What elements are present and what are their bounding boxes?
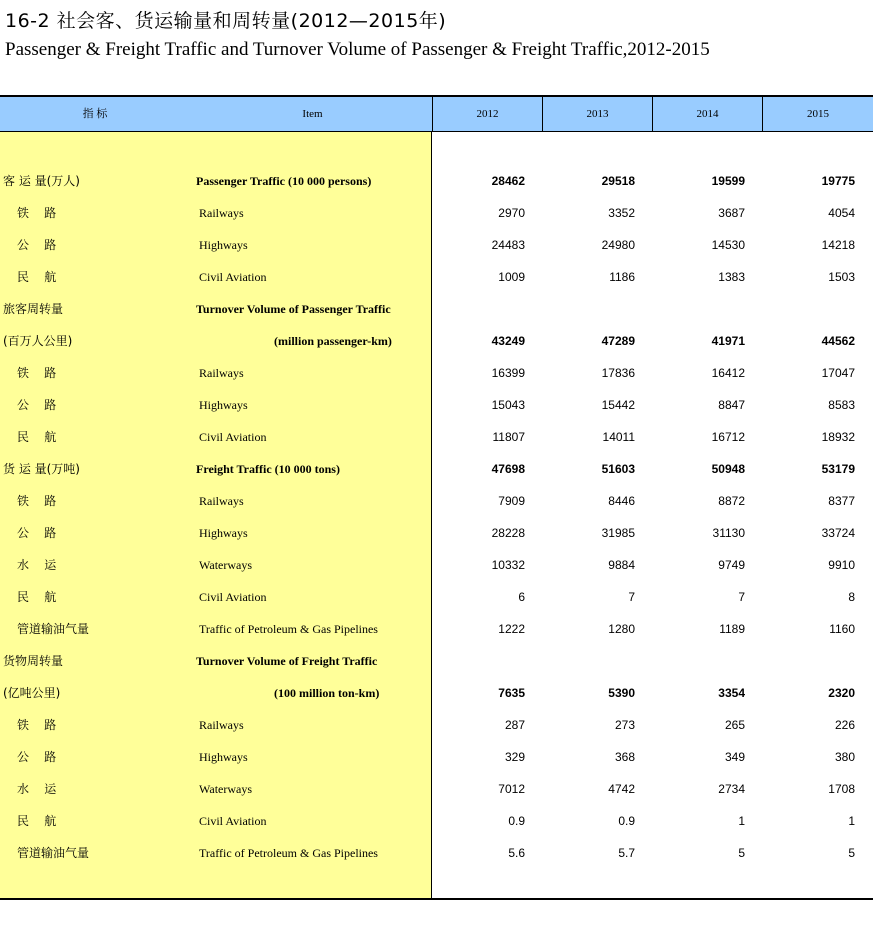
value-cell-2015: 17047 xyxy=(821,366,855,380)
row-label-english: Civil Aviation xyxy=(199,590,267,604)
row-label-chinese: 货物周转量 xyxy=(3,654,64,668)
value-cell-2012 xyxy=(435,645,525,677)
value-cell-2012: 6 xyxy=(518,590,525,604)
value-cell-2014: 7 xyxy=(738,590,745,604)
row-label-chinese: 公 路 xyxy=(17,238,57,252)
value-cell-2014: 2734 xyxy=(718,782,745,796)
value-cell-2014: 1189 xyxy=(719,622,745,636)
value-cell-2015: 380 xyxy=(834,750,855,764)
value-cell-2013 xyxy=(545,293,635,325)
table-row xyxy=(0,389,873,421)
header-year-2014: 2014 xyxy=(652,97,762,131)
table-row xyxy=(0,293,873,325)
row-label-english: Highways xyxy=(199,526,248,540)
value-cell-2013: 273 xyxy=(614,718,635,732)
row-label-chinese: 铁 路 xyxy=(17,366,57,380)
value-cell-2013: 14011 xyxy=(602,430,635,444)
value-cell-2013: 5.7 xyxy=(618,846,635,860)
header-item: Item xyxy=(302,108,323,120)
value-cell-2012: 287 xyxy=(504,718,525,732)
row-label-english: Railways xyxy=(199,494,244,508)
row-label-chinese: 铁 路 xyxy=(17,206,57,220)
value-cell-2013: 15442 xyxy=(601,398,635,412)
value-cell-2012: 43249 xyxy=(491,334,525,348)
value-cell-2015: 1160 xyxy=(829,622,855,636)
value-cell-2015: 53179 xyxy=(821,462,855,476)
table-row xyxy=(0,357,873,389)
value-cell-2014: 16712 xyxy=(711,430,745,444)
row-label-chinese: 管道输油气量 xyxy=(17,622,90,636)
table-row xyxy=(0,805,873,837)
row-label-english: Turnover Volume of Freight Traffic xyxy=(196,654,378,668)
row-label-english: Waterways xyxy=(199,782,253,796)
value-cell-2015: 8377 xyxy=(828,494,855,508)
value-cell-2015: 9910 xyxy=(828,558,855,572)
value-cell-2015: 44562 xyxy=(821,334,855,348)
value-cell-2012: 1222 xyxy=(498,622,525,636)
value-cell-2015: 14218 xyxy=(821,238,855,252)
value-cell-2013: 29518 xyxy=(601,174,635,188)
value-cell-2013: 31985 xyxy=(601,526,635,540)
value-cell-2013: 9884 xyxy=(608,558,635,572)
value-cell-2013: 1186 xyxy=(609,270,635,284)
value-cell-2014: 14530 xyxy=(711,238,745,252)
value-cell-2012: 24483 xyxy=(491,238,525,252)
row-label-english: Civil Aviation xyxy=(199,814,267,828)
value-cell-2013: 5390 xyxy=(608,686,635,700)
value-cell-2012: 11807 xyxy=(492,430,525,444)
value-cell-2012: 7909 xyxy=(498,494,525,508)
statistics-table xyxy=(0,95,873,901)
value-cell-2012 xyxy=(435,293,525,325)
row-label-english: Highways xyxy=(199,750,248,764)
row-label-chinese: 铁 路 xyxy=(17,718,57,732)
row-label-chinese: 公 路 xyxy=(17,750,57,764)
value-cell-2015: 18932 xyxy=(821,430,855,444)
value-cell-2014: 16412 xyxy=(711,366,745,380)
row-label-chinese: 铁 路 xyxy=(17,494,57,508)
table-row xyxy=(0,165,873,197)
value-cell-2012: 329 xyxy=(504,750,525,764)
value-cell-2014: 8847 xyxy=(718,398,745,412)
row-label-english: Highways xyxy=(199,398,248,412)
value-cell-2013: 4742 xyxy=(608,782,635,796)
row-label-chinese: (百万人公里) xyxy=(3,334,73,348)
row-label-chinese: 民 航 xyxy=(17,430,57,444)
value-cell-2012: 10332 xyxy=(491,558,525,572)
table-row xyxy=(0,325,873,357)
table-row xyxy=(0,517,873,549)
row-label-chinese: 客 运 量(万人) xyxy=(3,174,80,188)
row-label-english: Freight Traffic (10 000 tons) xyxy=(196,462,340,476)
value-cell-2012: 0.9 xyxy=(508,814,525,828)
row-label-english: Civil Aviation xyxy=(199,270,267,284)
value-cell-2014: 5 xyxy=(738,846,745,860)
value-cell-2014: 31130 xyxy=(712,526,745,540)
row-label-chinese: 水 运 xyxy=(17,558,57,572)
value-cell-2012: 15043 xyxy=(491,398,525,412)
value-cell-2013: 7 xyxy=(628,590,635,604)
row-label-english: Railways xyxy=(199,206,244,220)
value-cell-2014 xyxy=(655,293,745,325)
value-cell-2014: 265 xyxy=(724,718,745,732)
value-cell-2013: 1280 xyxy=(608,622,635,636)
value-cell-2015 xyxy=(765,645,855,677)
row-label-english: Railways xyxy=(199,366,244,380)
value-cell-2014: 3354 xyxy=(718,686,745,700)
row-label-english: Waterways xyxy=(199,558,253,572)
table-row xyxy=(0,613,873,645)
value-cell-2012: 5.6 xyxy=(508,846,525,860)
row-label-english: (100 million ton-km) xyxy=(274,686,380,700)
table-row xyxy=(0,709,873,741)
row-label-chinese: 民 航 xyxy=(17,590,57,604)
table-row xyxy=(0,261,873,293)
header-indicator: 指 标 xyxy=(82,108,108,120)
value-cell-2015: 1 xyxy=(848,814,855,828)
row-label-chinese: 水 运 xyxy=(17,782,57,796)
value-cell-2012: 1009 xyxy=(498,270,525,284)
row-label-english: Civil Aviation xyxy=(199,430,267,444)
row-label-chinese: 旅客周转量 xyxy=(3,302,64,316)
value-cell-2013: 47289 xyxy=(601,334,635,348)
value-cell-2015: 5 xyxy=(848,846,855,860)
table-row xyxy=(0,549,873,581)
table-title-chinese: 16-2 社会客、货运输量和周转量(2012—2015年) xyxy=(5,10,447,32)
value-cell-2012: 7012 xyxy=(498,782,525,796)
value-cell-2014: 19599 xyxy=(711,174,745,188)
value-cell-2013: 24980 xyxy=(601,238,635,252)
table-row xyxy=(0,677,873,709)
table-title-english: Passenger & Freight Traffic and Turnover Volume of Passenger & Freight Traffic,2012-2015 xyxy=(5,39,710,60)
row-label-english: Traffic of Petroleum & Gas Pipelines xyxy=(199,622,378,636)
value-cell-2015: 1503 xyxy=(828,270,855,284)
value-cell-2014 xyxy=(655,645,745,677)
row-label-english: Turnover Volume of Passenger Traffic xyxy=(196,302,391,316)
value-cell-2013 xyxy=(545,645,635,677)
value-cell-2015: 2320 xyxy=(828,686,855,700)
value-cell-2012: 47698 xyxy=(491,462,525,476)
value-cell-2015: 1708 xyxy=(828,782,855,796)
table-row xyxy=(0,421,873,453)
value-cell-2014: 8872 xyxy=(718,494,745,508)
value-cell-2013: 368 xyxy=(614,750,635,764)
row-label-chinese: 民 航 xyxy=(17,814,57,828)
table-row xyxy=(0,645,873,677)
value-cell-2015: 33724 xyxy=(821,526,855,540)
value-cell-2014: 349 xyxy=(724,750,745,764)
value-cell-2014: 1383 xyxy=(718,270,745,284)
value-cell-2013: 17836 xyxy=(601,366,635,380)
table-row xyxy=(0,741,873,773)
value-cell-2013: 8446 xyxy=(608,494,635,508)
value-cell-2015: 4054 xyxy=(828,206,855,220)
row-label-chinese: (亿吨公里) xyxy=(3,686,61,700)
row-label-chinese: 公 路 xyxy=(17,398,57,412)
table-row xyxy=(0,773,873,805)
row-label-english: (million passenger-km) xyxy=(274,334,392,348)
table-row xyxy=(0,453,873,485)
value-cell-2014: 9749 xyxy=(718,558,745,572)
table-bottom-rule xyxy=(0,898,873,900)
row-label-chinese: 货 运 量(万吨) xyxy=(3,462,80,476)
row-label-english: Railways xyxy=(199,718,244,732)
value-cell-2013: 0.9 xyxy=(618,814,635,828)
value-cell-2014: 41971 xyxy=(711,334,745,348)
table-row xyxy=(0,581,873,613)
value-cell-2012: 7635 xyxy=(498,686,525,700)
row-label-english: Passenger Traffic (10 000 persons) xyxy=(196,174,372,188)
table-header-row xyxy=(0,97,873,132)
table-row xyxy=(0,197,873,229)
value-cell-2015: 226 xyxy=(834,718,855,732)
table-row xyxy=(0,229,873,261)
row-label-english: Traffic of Petroleum & Gas Pipelines xyxy=(199,846,378,860)
row-label-chinese: 公 路 xyxy=(17,526,57,540)
table-row xyxy=(0,485,873,517)
value-cell-2013: 51603 xyxy=(601,462,635,476)
value-cell-2015: 8 xyxy=(848,590,855,604)
row-label-chinese: 民 航 xyxy=(17,270,57,284)
header-year-2012: 2012 xyxy=(432,97,542,131)
value-cell-2015 xyxy=(765,293,855,325)
value-cell-2014: 50948 xyxy=(711,462,745,476)
value-cell-2013: 3352 xyxy=(608,206,635,220)
value-cell-2015: 8583 xyxy=(828,398,855,412)
value-cell-2012: 28228 xyxy=(491,526,525,540)
header-year-2015: 2015 xyxy=(762,97,873,131)
value-cell-2012: 28462 xyxy=(491,174,525,188)
row-label-chinese: 管道输油气量 xyxy=(17,846,90,860)
value-cell-2014: 3687 xyxy=(718,206,745,220)
header-year-2013: 2013 xyxy=(542,97,652,131)
table-row xyxy=(0,837,873,869)
value-cell-2012: 16399 xyxy=(491,366,525,380)
row-label-english: Highways xyxy=(199,238,248,252)
value-cell-2012: 2970 xyxy=(498,206,525,220)
value-cell-2014: 1 xyxy=(738,814,745,828)
value-cell-2015: 19775 xyxy=(821,174,855,188)
